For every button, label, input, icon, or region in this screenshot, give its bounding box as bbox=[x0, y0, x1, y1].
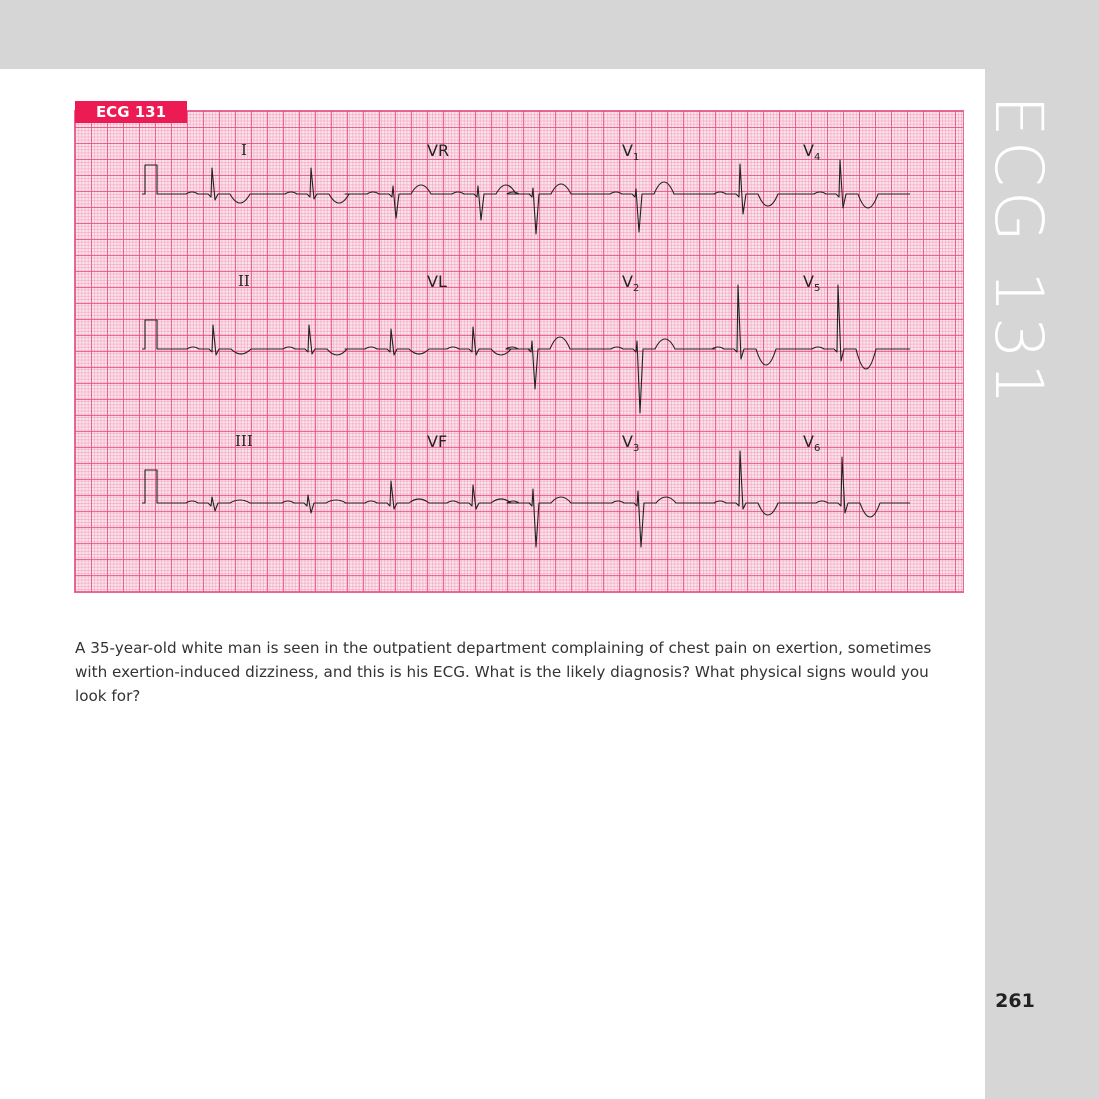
lead-label-V3: $V_3$ bbox=[622, 432, 640, 455]
lead-label-VR: VR bbox=[427, 141, 450, 160]
top-band bbox=[0, 0, 1099, 69]
lead-label-V1: $V_1$ bbox=[622, 141, 640, 164]
lead-label-VL: VL bbox=[427, 272, 447, 291]
side-title: ECG 131 bbox=[980, 95, 1057, 409]
lead-label-II: II bbox=[238, 272, 250, 290]
ecg-badge: ECG 131 bbox=[75, 101, 187, 123]
lead-label-VF: VF bbox=[427, 432, 448, 451]
page-number: 261 bbox=[995, 990, 1035, 1012]
ecg-traces bbox=[75, 111, 963, 592]
ecg-trace-row bbox=[142, 160, 910, 234]
lead-label-V5: $V_5$ bbox=[803, 272, 821, 295]
lead-label-III: III bbox=[235, 432, 253, 450]
lead-label-V4: $V_4$ bbox=[803, 141, 821, 164]
lead-label-V2: $V_2$ bbox=[622, 272, 640, 295]
ecg-trace-row bbox=[142, 285, 910, 413]
ecg-trace-row bbox=[142, 451, 910, 547]
lead-label-I: I bbox=[241, 141, 247, 159]
question-text: A 35-year-old white man is seen in the outpatient department complaining of chest pain on exertion, sometimes with exertion-induced dizziness, and this is his ECG. What is the likely diagnosis? What physical signs would you look for? bbox=[75, 639, 932, 706]
lead-label-V6: $V_6$ bbox=[803, 432, 821, 455]
